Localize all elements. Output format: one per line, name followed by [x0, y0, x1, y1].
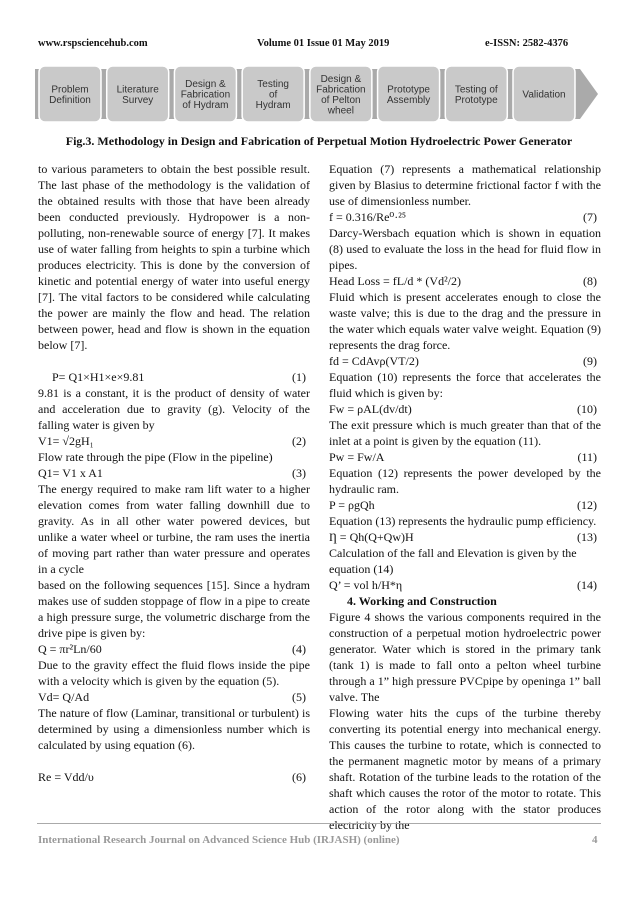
flow-step: [107, 66, 169, 122]
equation-text: Q’ = vol h/H*η: [329, 578, 403, 592]
flow-step-label: Assembly: [386, 94, 431, 106]
flow-step-label: Definition: [49, 94, 91, 106]
footer-divider: [37, 823, 601, 824]
equation-10: [329, 401, 601, 417]
equation-number: (12): [577, 498, 597, 512]
flow-step: [39, 66, 101, 122]
equation-1: [38, 369, 310, 385]
paragraph: Equation (10) represents the force that accelerates the fluid which is given by:: [329, 370, 601, 400]
paragraph: Fluid which is present accelerates enough to close the waste valve; this is due to the drag and the pressure in the water which equals water valve weight. Equation (9) represents the drag force.: [329, 290, 601, 352]
flow-step: [445, 66, 507, 122]
footer-journal: International Research Journal on Advanced Science Hub (IRJASH) (online): [38, 834, 400, 846]
equation-text: V1= √2gH₁: [38, 434, 94, 448]
paragraph: based on the following sequences [15]. Since a hydram makes use of sudden stoppage of flow in a pipe to create a high pressure surge, the volumetric discharge from the drive pipe is given by:: [38, 578, 310, 640]
paragraph: Flow rate through the pipe (Flow in the pipeline): [38, 450, 273, 464]
flow-step-label: Prototype: [387, 84, 430, 96]
equation-number: (3): [292, 466, 306, 480]
flow-step-label: Fabrication: [180, 89, 231, 101]
equation-text: P= Q1×H1×e×9.81: [52, 370, 145, 384]
equation-number: (10): [577, 402, 597, 416]
equation-3: [38, 465, 310, 481]
equation-2: [38, 433, 310, 449]
paragraph: Darcy-Wersbach equation which is shown in equation (8) used to evaluate the loss in the head for fluid flow in pipes.: [329, 226, 601, 272]
flow-step-label: Survey: [122, 94, 154, 106]
section-heading: 4. Working and Construction: [347, 594, 497, 608]
flow-step-label: Validation: [522, 89, 566, 101]
equation-text: Pw = Fw/A: [329, 450, 385, 464]
equation-text: Vd= Q/Ad: [38, 690, 90, 704]
equation-number: (13): [577, 530, 597, 544]
paragraph: Equation (12) represents the power developed by the hydraulic ram.: [329, 466, 601, 496]
paragraph: The exit pressure which is much greater than that of the inlet at a point is given by the equation (11).: [329, 418, 601, 448]
equation-5: [38, 689, 310, 705]
paragraph: to various parameters to obtain the best possible result. The last phase of the methodology is the validation of the obtained results with those that have been already been conducted previously. Hydropower is a non-polluting, non-renewable source of energy [7]. It makes use of water falling from heights to spin a turbine which produces electricity. This is done by the conversion of kinetic and potential energy of water into useful energy [7]. The vital factors to be considered while calculating the power are mainly the flow and head. The relation between power, head and flow is shown in the equation below [7].: [38, 162, 310, 352]
equation-7: [329, 209, 601, 225]
left-column: [38, 161, 310, 785]
flow-step: [310, 66, 372, 122]
equation-text: Re = Vdd/υ: [38, 770, 94, 784]
equation-text: Fw = ρAL(dv/dt): [329, 402, 412, 416]
equation-9: [329, 353, 601, 369]
figure-caption: Fig.3. Methodology in Design and Fabrication of Perpetual Motion Hydroelectric Power Generator: [65, 134, 573, 148]
equation-text: Ƞ = Qh(Q+Qw)H: [329, 530, 414, 544]
flow-step: [242, 66, 304, 122]
paragraph: Calculation of the fall and Elevation is given by the equation (14): [329, 546, 577, 576]
paragraph: Equation (7) represents a mathematical relationship given by Blasius to determine frictional factor f with the use of dimensionless number.: [329, 162, 601, 208]
paragraph: Flowing water hits the cups of the turbine thereby converting its potential energy into mechanical energy. This causes the turbine to rotate, which is connected to the permanent magnetic motor by means of a primary shaft. Rotation of the turbine leads to the rotation of the shaft which causes the rotor of the motor to rotate. This action of the rotor along with the stator produces electricity by the: [329, 706, 601, 832]
paragraph: Equation (13) represents the hydraulic pump efficiency.: [329, 514, 597, 528]
flow-step-label: Problem: [51, 84, 89, 96]
equation-text: Q1= V1 x A1: [38, 466, 103, 480]
paragraph: The energy required to make ram lift water to a higher elevation comes from water falling downhill due to gravity. As in all other water powered devices, but unlike a water wheel or turbine, the ram uses the inertia of moving part rather than water pressure and operates in a cycle: [38, 482, 310, 576]
equation-number: (8): [583, 274, 597, 288]
equation-number: (1): [292, 370, 306, 384]
header-issn: e-ISSN: 2582-4376: [485, 38, 569, 49]
flow-step-label: Hydram: [255, 100, 291, 111]
equation-6: [38, 769, 310, 785]
equation-text: Q = πr²Ln/60: [38, 642, 102, 656]
flow-step-label: Design &: [185, 79, 226, 90]
paragraph: 9.81 is a constant, it is the product of density of water and acceleration due to gravity (g). Velocity of the falling water is given by: [38, 386, 310, 432]
flow-step-label: Testing of: [454, 84, 498, 96]
flow-step-label: Design &: [320, 73, 362, 85]
header-issue: Volume 01 Issue 01 May 2019: [257, 38, 390, 49]
equation-number: (2): [292, 434, 306, 448]
equation-8: [329, 273, 601, 289]
equation-13: [329, 529, 601, 545]
flow-step: [174, 66, 236, 122]
paragraph: The nature of flow (Laminar, transitional or turbulent) is determined by using a dimensionless number which is calculated by using equation (6).: [38, 706, 310, 752]
equation-4: [38, 641, 310, 657]
flow-step-label: of: [268, 89, 278, 101]
equation-number: (14): [577, 578, 597, 592]
equation-text: f = 0.316/Re⁰·²⁵: [329, 210, 407, 224]
methodology-flowchart: [35, 66, 602, 122]
flow-step-label: Literature: [116, 84, 159, 96]
header-website: www.rspsciencehub.com: [38, 38, 148, 49]
equation-14: [329, 577, 601, 593]
right-column: [329, 161, 601, 833]
flow-step-label: Testing: [257, 79, 289, 90]
equation-number: (6): [292, 770, 306, 784]
flow-step-label: of Pelton: [321, 94, 361, 106]
equation-text: fd = CdAvρ(VT/2): [329, 354, 419, 368]
paragraph: Figure 4 shows the various components required in the construction of a perpetual motion hydroelectric power generator. Water which is stored in the primary tank (tank 1) is made to fall onto a pelton wheel turbine through a 1” high pressure PVCpipe by openinga 1” ball valve. The: [329, 610, 601, 704]
flow-step-label: Prototype: [454, 94, 498, 106]
flow-step-label: of Hydram: [182, 100, 229, 111]
flow-step-label: Fabrication: [316, 84, 366, 96]
equation-number: (5): [292, 690, 306, 704]
flow-step: [378, 66, 440, 122]
flow-step-label: wheel: [327, 105, 354, 117]
equation-number: (7): [583, 210, 597, 224]
equation-11: [329, 449, 601, 465]
equation-12: [329, 497, 601, 513]
equation-number: (11): [577, 450, 597, 464]
equation-text: Head Loss = fL/d * (Vd²/2): [329, 274, 462, 288]
equation-number: (9): [583, 354, 597, 368]
flow-step: [513, 66, 575, 122]
paragraph: Due to the gravity effect the fluid flows inside the pipe with a velocity which is given by the equation (5).: [38, 658, 310, 688]
page-number: 4: [592, 834, 598, 846]
equation-text: P = ρgQh: [329, 498, 375, 512]
equation-number: (4): [292, 642, 306, 656]
